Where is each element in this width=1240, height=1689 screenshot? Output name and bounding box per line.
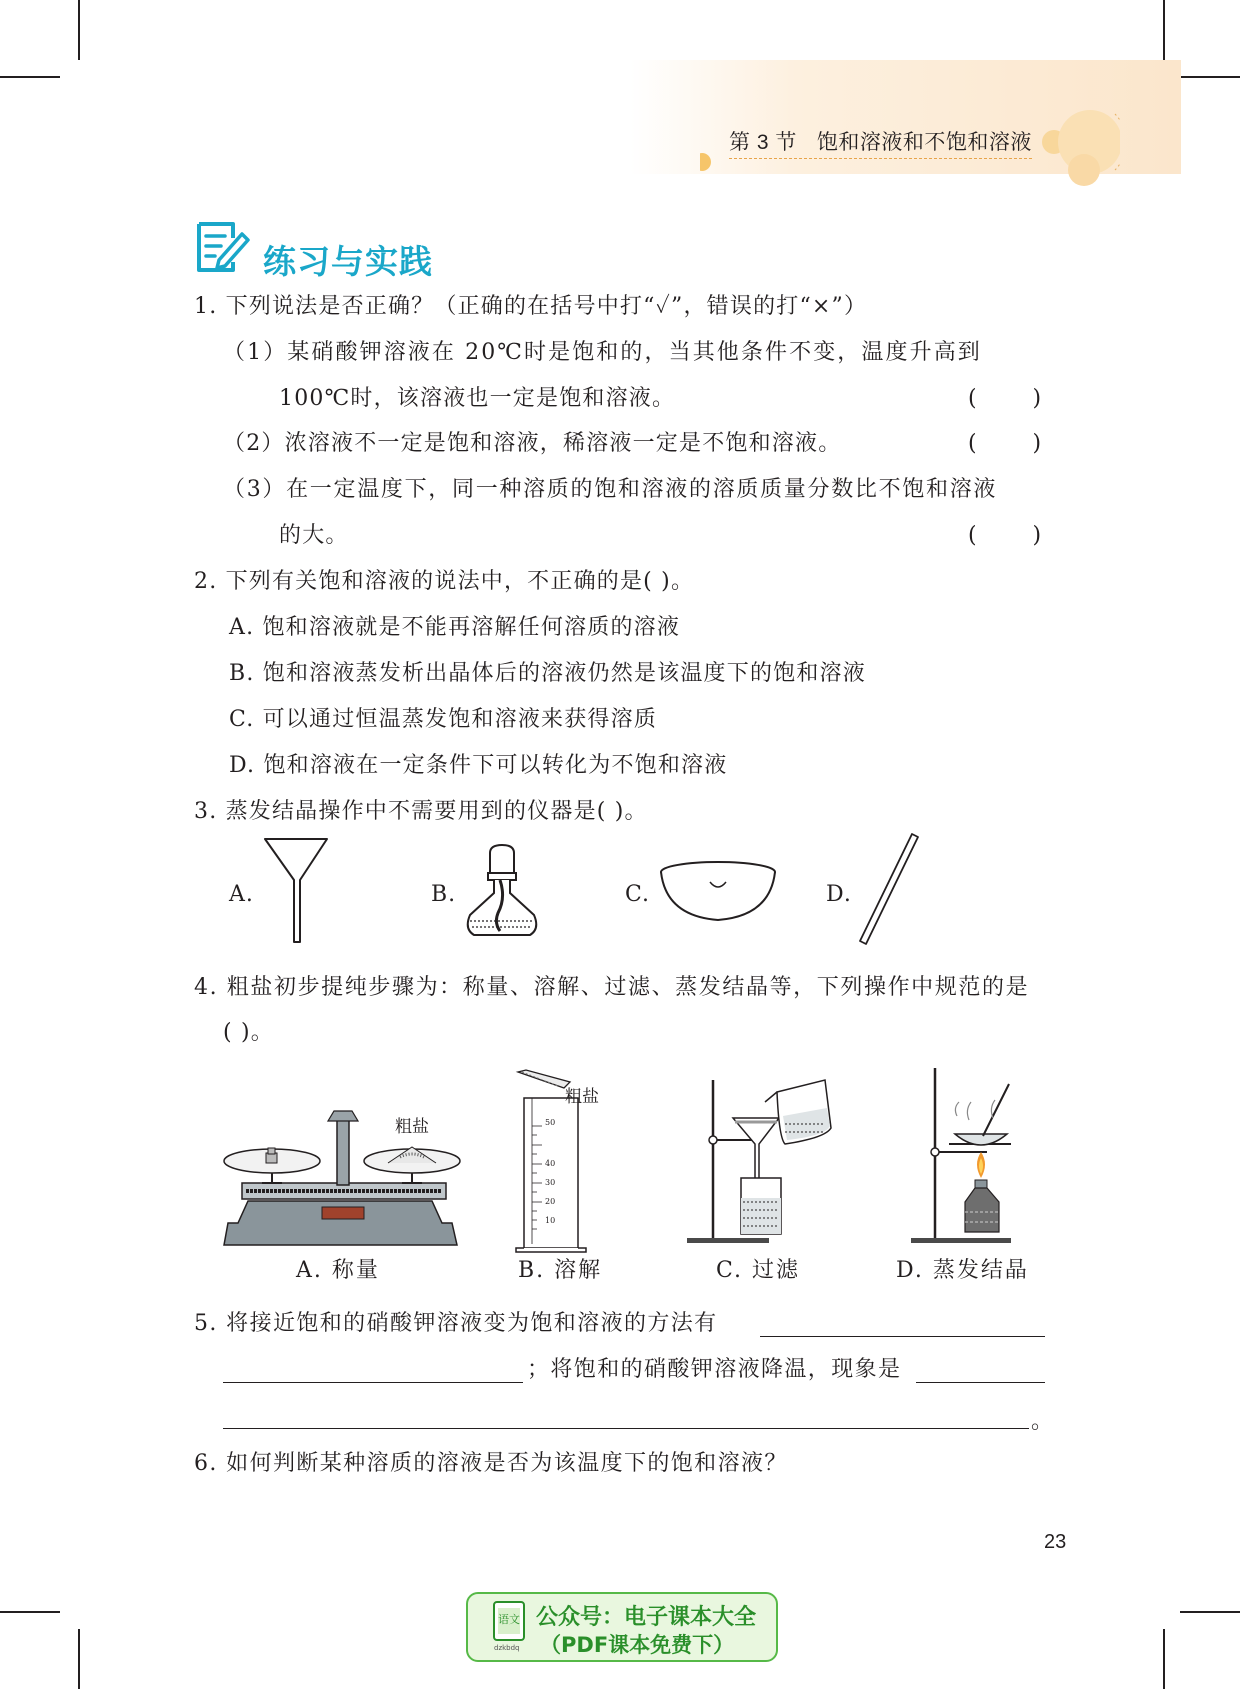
q4-stem-line1: 4. 粗盐初步提纯步骤为：称量、溶解、过滤、蒸发结晶等，下列操作中规范的是 (194, 975, 1030, 1000)
q1-stem: 1. 下列说法是否正确？（正确的在括号中打“✓”，错误的打“×”） (194, 294, 868, 319)
running-header (729, 126, 1032, 159)
caption-d: D. 蒸发结晶 (896, 1258, 1029, 1283)
crop-mark (1180, 1611, 1240, 1613)
salt-label-b: 粗盐 (565, 1087, 599, 1107)
q3-option-a-label: A. (229, 882, 254, 907)
q3-option-d-label: D. (826, 882, 852, 907)
crop-mark (1180, 76, 1240, 78)
page-number: 23 (1044, 1531, 1067, 1553)
salt-label-a: 粗盐 (395, 1117, 429, 1137)
q5-part1: 5. 将接近饱和的硝酸钾溶液变为饱和溶液的方法有 (194, 1311, 718, 1336)
crop-mark (78, 0, 80, 60)
q3-stem: 3. 蒸发结晶操作中不需要用到的仪器是( )。 (194, 799, 648, 824)
evaporating-dish-icon (658, 858, 778, 928)
q1-item3-line1: （3）在一定温度下，同一种溶质的饱和溶液的溶质质量分数比不饱和溶液 (223, 477, 998, 502)
q1-item1-line2: 100℃时，该溶液也一定是饱和溶液。 (279, 386, 676, 411)
crop-mark (0, 76, 60, 78)
watermark-logo-text: 语文 (498, 1613, 520, 1626)
q2-stem: 2. 下列有关饱和溶液的说法中，不正确的是( )。 (194, 569, 695, 594)
q3-option-c-label: C. (625, 882, 651, 907)
cylinder-tick-10: 10 (545, 1216, 556, 1225)
cylinder-tick-50: 50 (545, 1118, 556, 1127)
q2-option-d: D. 饱和溶液在一定条件下可以转化为不饱和溶液 (229, 753, 728, 778)
alcohol-lamp-icon (460, 843, 544, 943)
funnel-icon (262, 836, 332, 946)
q5-part2: ；将饱和的硝酸钾溶液降温，现象是 (527, 1357, 902, 1382)
watermark-line1: 公众号：电子课本大全 (536, 1605, 757, 1630)
q6-stem: 6. 如何判断某种溶质的溶液是否为该温度下的饱和溶液？ (194, 1451, 788, 1476)
section-number: 第 3 节 (729, 131, 797, 154)
caption-b: B. 溶解 (518, 1258, 603, 1283)
filtration-illustration (685, 1068, 845, 1246)
crop-mark (1163, 0, 1165, 60)
q5-answer-blank-3[interactable] (916, 1382, 1045, 1383)
balance-weighing-illustration (220, 1105, 470, 1255)
glass-rod-icon (858, 832, 920, 946)
watermark-badge (466, 1592, 778, 1662)
cylinder-tick-40: 40 (545, 1159, 556, 1168)
q1-item3-line2: 的大。 (279, 523, 349, 548)
notebook-pencil-icon (193, 220, 251, 276)
q1-item3-answer: ( ) (968, 523, 1042, 548)
q5-answer-blank-2[interactable] (223, 1382, 523, 1383)
watermark-logo-sub: dzkbdq (494, 1644, 520, 1652)
q1-item1-line1: （1）某硝酸钾溶液在 20℃时是饱和的，当其他条件不变，温度升高到 (223, 340, 982, 365)
q5-end: 。 (1031, 1409, 1055, 1434)
watermark-line2: （PDF课本免费下） (540, 1633, 735, 1657)
evaporation-illustration (905, 1062, 1035, 1248)
q5-answer-blank-1[interactable] (760, 1336, 1045, 1337)
q4-stem-line2: ( )。 (223, 1020, 274, 1045)
q2-option-a: A. 饱和溶液就是不能再溶解任何溶质的溶液 (229, 615, 681, 640)
q1-item2: （2）浓溶液不一定是饱和溶液，稀溶液一定是不饱和溶液。 (223, 431, 842, 456)
crop-mark (1163, 1629, 1165, 1689)
q1-item2-answer: ( ) (968, 431, 1042, 456)
section-title: 饱和溶液和不饱和溶液 (816, 131, 1032, 154)
q3-option-b-label: B. (431, 882, 457, 907)
q5-answer-blank-4[interactable] (223, 1428, 1029, 1429)
q2-option-b: B. 饱和溶液蒸发析出晶体后的溶液仍然是该温度下的饱和溶液 (229, 661, 866, 686)
q1-item1-answer: ( ) (968, 386, 1042, 411)
caption-a: A. 称量 (296, 1258, 380, 1283)
caption-c: C. 过滤 (716, 1258, 801, 1283)
cylinder-tick-30: 30 (545, 1178, 556, 1187)
q2-option-c: C. 可以通过恒温蒸发饱和溶液来获得溶质 (229, 707, 658, 732)
crop-mark (0, 1611, 60, 1613)
crop-mark (78, 1629, 80, 1689)
practice-title: 练习与实践 (263, 242, 433, 281)
cylinder-tick-20: 20 (545, 1197, 556, 1206)
